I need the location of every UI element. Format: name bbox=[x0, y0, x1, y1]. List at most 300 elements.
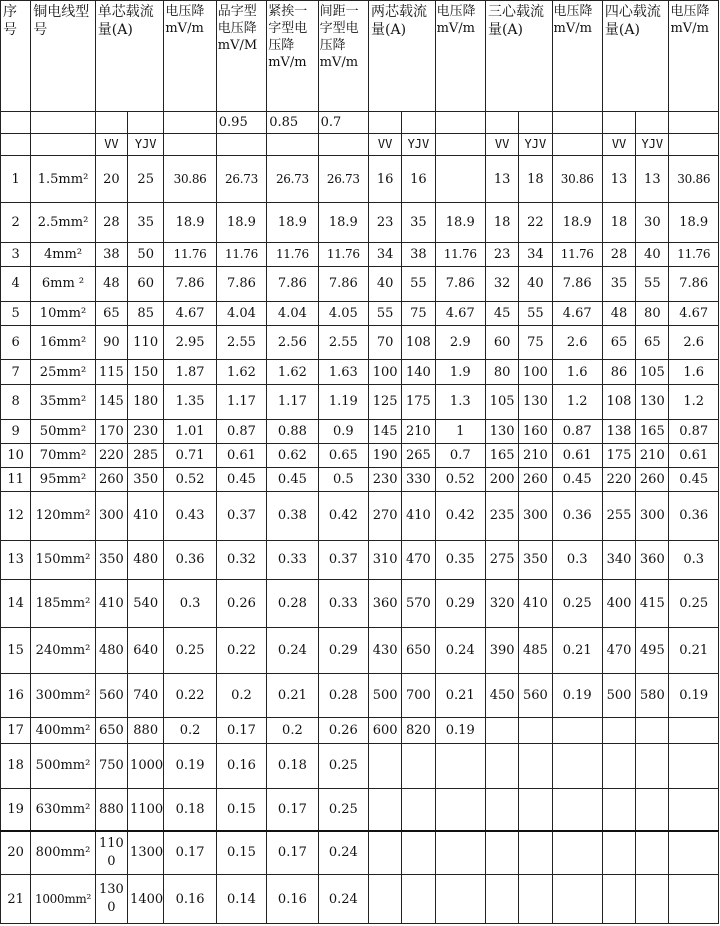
cell-four-core-yjv: 40 bbox=[636, 243, 669, 267]
cell-four-core-vv: 470 bbox=[602, 628, 635, 673]
cell-model: 185mm² bbox=[31, 579, 96, 627]
cell-close-flat-vdrop: 0.21 bbox=[267, 673, 318, 717]
header-seq: 序号 bbox=[1, 1, 31, 112]
table-row bbox=[1, 385, 719, 419]
cell-four-core-vdrop: 11.76 bbox=[669, 243, 719, 267]
cell-three-core-yjv: 18 bbox=[519, 156, 552, 202]
cell-seq: 20 bbox=[1, 831, 31, 875]
cell-pin-vdrop: 1.62 bbox=[216, 360, 266, 385]
cell-seq: 11 bbox=[1, 467, 31, 491]
cell-two-core-vv: 23 bbox=[369, 202, 402, 242]
cell-single-vdrop: 0.3 bbox=[164, 579, 216, 627]
cell-four-core-yjv bbox=[636, 831, 669, 875]
header-four-core-ampacity: 四心载流量(A) bbox=[602, 1, 669, 112]
cell-single-vdrop: 7.86 bbox=[164, 267, 216, 301]
cell-single-yjv: 85 bbox=[128, 301, 164, 325]
cell-seq: 13 bbox=[1, 540, 31, 579]
cell-two-core-vv: 360 bbox=[369, 579, 402, 627]
cell-two-core-vv bbox=[369, 875, 402, 924]
cell-single-vdrop: 0.43 bbox=[164, 492, 216, 540]
cell-four-core-yjv: 210 bbox=[636, 443, 669, 467]
cell-single-vv: 560 bbox=[95, 673, 127, 717]
cell-model: 800mm² bbox=[31, 831, 96, 875]
cell-seq: 3 bbox=[1, 243, 31, 267]
cell-three-core-vv: 320 bbox=[485, 579, 518, 627]
cell-four-core-yjv: 55 bbox=[636, 267, 669, 301]
cell-pin-vdrop: 0.14 bbox=[216, 875, 266, 924]
table-row bbox=[1, 788, 719, 830]
cell-two-core-yjv: 470 bbox=[402, 540, 435, 579]
cell-three-core-vv bbox=[485, 744, 518, 788]
cell-single-vdrop: 0.17 bbox=[164, 831, 216, 875]
cell-two-core-vv: 190 bbox=[369, 443, 402, 467]
cell-single-yjv: 60 bbox=[128, 267, 164, 301]
cell-single-vdrop: 0.19 bbox=[164, 744, 216, 788]
table-row bbox=[1, 325, 719, 359]
cell-single-yjv: 50 bbox=[128, 243, 164, 267]
factor-close-flat: 0.85 bbox=[267, 111, 318, 133]
cell-two-core-yjv: 75 bbox=[402, 301, 435, 325]
cell-single-vv: 1300 bbox=[95, 875, 127, 924]
cell-three-core-yjv: 22 bbox=[519, 202, 552, 242]
cell-four-core-yjv bbox=[636, 788, 669, 830]
cell-four-core-vdrop bbox=[669, 875, 719, 924]
cell-two-core-vdrop: 1.3 bbox=[435, 385, 485, 419]
cell-seq: 12 bbox=[1, 492, 31, 540]
cell-seq: 2 bbox=[1, 202, 31, 242]
cell-two-core-vdrop: 0.19 bbox=[435, 718, 485, 744]
cell-four-core-yjv: 130 bbox=[636, 385, 669, 419]
cell-four-core-yjv: 65 bbox=[636, 325, 669, 359]
table-row bbox=[1, 156, 719, 202]
cell-three-core-yjv: 485 bbox=[519, 628, 552, 673]
cell-pin-vdrop: 18.9 bbox=[216, 202, 266, 242]
cell-two-core-vv: 40 bbox=[369, 267, 402, 301]
cell-model: 240mm² bbox=[31, 628, 96, 673]
cell-four-core-vdrop: 0.36 bbox=[669, 492, 719, 540]
cell-two-core-vdrop bbox=[435, 156, 485, 202]
cell-close-flat-vdrop: 0.16 bbox=[267, 875, 318, 924]
cell-three-core-vv: 32 bbox=[485, 267, 518, 301]
table-row bbox=[1, 202, 719, 242]
cell-three-core-yjv: 260 bbox=[519, 467, 552, 491]
cell-four-core-vv: 175 bbox=[602, 443, 635, 467]
cell-four-core-yjv: 360 bbox=[636, 540, 669, 579]
cell-single-vdrop: 1.87 bbox=[164, 360, 216, 385]
cell-two-core-yjv: 330 bbox=[402, 467, 435, 491]
cell-four-core-vv: 86 bbox=[602, 360, 635, 385]
cell-three-core-yjv: 410 bbox=[519, 579, 552, 627]
cell-pin-vdrop: 0.16 bbox=[216, 744, 266, 788]
cell-three-core-vv: 18 bbox=[485, 202, 518, 242]
cell-two-core-yjv: 570 bbox=[402, 579, 435, 627]
cell-model: 500mm² bbox=[31, 744, 96, 788]
cell-single-vv: 38 bbox=[95, 243, 127, 267]
cell-three-core-vv bbox=[485, 718, 518, 744]
cell-single-vv: 480 bbox=[95, 628, 127, 673]
cell-two-core-yjv: 175 bbox=[402, 385, 435, 419]
table-row bbox=[1, 875, 719, 924]
cell-pin-vdrop: 0.15 bbox=[216, 831, 266, 875]
cell-close-flat-vdrop: 0.28 bbox=[267, 579, 318, 627]
cell-single-yjv: 480 bbox=[128, 540, 164, 579]
cell-two-core-vdrop: 11.76 bbox=[435, 243, 485, 267]
cell-pin-vdrop: 0.32 bbox=[216, 540, 266, 579]
cell-single-vdrop: 0.52 bbox=[164, 467, 216, 491]
cell-spaced-flat-vdrop: 0.26 bbox=[318, 718, 368, 744]
cell-three-core-yjv: 560 bbox=[519, 673, 552, 717]
cell-three-core-yjv: 55 bbox=[519, 301, 552, 325]
cell-spaced-flat-vdrop: 1.63 bbox=[318, 360, 368, 385]
cell-seq: 6 bbox=[1, 325, 31, 359]
cell-spaced-flat-vdrop: 0.33 bbox=[318, 579, 368, 627]
cell-model: 300mm² bbox=[31, 673, 96, 717]
cell-two-core-yjv: 820 bbox=[402, 718, 435, 744]
cell-three-core-vv: 45 bbox=[485, 301, 518, 325]
subheader-yjv: YJV bbox=[402, 134, 435, 156]
cell-single-yjv: 410 bbox=[128, 492, 164, 540]
cell-three-core-vv bbox=[485, 875, 518, 924]
cell-close-flat-vdrop: 7.86 bbox=[267, 267, 318, 301]
header-row bbox=[1, 1, 719, 112]
table-row bbox=[1, 831, 719, 875]
cell-single-vv: 260 bbox=[95, 467, 127, 491]
cell-three-core-vv: 165 bbox=[485, 443, 518, 467]
cell-two-core-vdrop: 7.86 bbox=[435, 267, 485, 301]
cell-three-core-vv: 450 bbox=[485, 673, 518, 717]
cell-model: 120mm² bbox=[31, 492, 96, 540]
cell-four-core-vv: 220 bbox=[602, 467, 635, 491]
cell-two-core-yjv: 38 bbox=[402, 243, 435, 267]
table-row bbox=[1, 744, 719, 788]
cell-single-vdrop: 0.2 bbox=[164, 718, 216, 744]
cell-four-core-vv: 65 bbox=[602, 325, 635, 359]
cell-three-core-vv: 235 bbox=[485, 492, 518, 540]
cell-four-core-yjv: 300 bbox=[636, 492, 669, 540]
cell-single-vdrop: 0.18 bbox=[164, 788, 216, 830]
cell-spaced-flat-vdrop: 0.9 bbox=[318, 419, 368, 443]
cell-spaced-flat-vdrop: 0.29 bbox=[318, 628, 368, 673]
cell-three-core-vdrop bbox=[552, 831, 602, 875]
cell-four-core-vv: 400 bbox=[602, 579, 635, 627]
cell-four-core-vv: 18 bbox=[602, 202, 635, 242]
cell-four-core-vdrop: 0.61 bbox=[669, 443, 719, 467]
cell-two-core-vv bbox=[369, 788, 402, 830]
cell-single-vv: 650 bbox=[95, 718, 127, 744]
factor-pin: 0.95 bbox=[216, 111, 266, 133]
cell-two-core-vv: 270 bbox=[369, 492, 402, 540]
cell-spaced-flat-vdrop: 0.37 bbox=[318, 540, 368, 579]
cell-two-core-vv: 430 bbox=[369, 628, 402, 673]
cell-seq: 19 bbox=[1, 788, 31, 830]
cell-single-yjv: 1100 bbox=[128, 788, 164, 830]
cell-spaced-flat-vdrop: 4.05 bbox=[318, 301, 368, 325]
header-three-core-vdrop: 电压降mV/m bbox=[552, 1, 602, 112]
cell-single-vv: 28 bbox=[95, 202, 127, 242]
cell-four-core-vdrop bbox=[669, 831, 719, 875]
cell-two-core-vv: 310 bbox=[369, 540, 402, 579]
cell-two-core-vv: 55 bbox=[369, 301, 402, 325]
cell-three-core-vv: 390 bbox=[485, 628, 518, 673]
cell-single-vv: 170 bbox=[95, 419, 127, 443]
cell-two-core-vdrop: 2.9 bbox=[435, 325, 485, 359]
cell-model: 1000mm² bbox=[31, 875, 96, 924]
cell-two-core-vdrop: 0.21 bbox=[435, 673, 485, 717]
cell-close-flat-vdrop: 4.04 bbox=[267, 301, 318, 325]
cell-single-vdrop: 1.35 bbox=[164, 385, 216, 419]
cell-single-yjv: 230 bbox=[128, 419, 164, 443]
cell-close-flat-vdrop: 0.17 bbox=[267, 831, 318, 875]
cell-pin-vdrop: 0.2 bbox=[216, 673, 266, 717]
cell-single-yjv: 180 bbox=[128, 385, 164, 419]
cell-three-core-vv: 80 bbox=[485, 360, 518, 385]
cell-model: 400mm² bbox=[31, 718, 96, 744]
table-row bbox=[1, 628, 719, 673]
cell-single-vv: 48 bbox=[95, 267, 127, 301]
cell-pin-vdrop: 0.15 bbox=[216, 788, 266, 830]
cell-three-core-yjv: 75 bbox=[519, 325, 552, 359]
cell-single-vv: 90 bbox=[95, 325, 127, 359]
cell-close-flat-vdrop: 0.38 bbox=[267, 492, 318, 540]
cell-four-core-vdrop: 1.6 bbox=[669, 360, 719, 385]
cell-three-core-yjv bbox=[519, 744, 552, 788]
cell-two-core-vdrop: 0.52 bbox=[435, 467, 485, 491]
cell-three-core-vdrop: 0.45 bbox=[552, 467, 602, 491]
cell-pin-vdrop: 0.26 bbox=[216, 579, 266, 627]
cell-single-vdrop: 4.67 bbox=[164, 301, 216, 325]
cell-four-core-yjv: 165 bbox=[636, 419, 669, 443]
table-row bbox=[1, 243, 719, 267]
cell-single-vdrop: 0.22 bbox=[164, 673, 216, 717]
cell-four-core-yjv bbox=[636, 744, 669, 788]
cell-single-vdrop: 30.86 bbox=[164, 156, 216, 202]
cell-single-vv: 115 bbox=[95, 360, 127, 385]
cell-four-core-yjv: 495 bbox=[636, 628, 669, 673]
cell-four-core-vv bbox=[602, 788, 635, 830]
table-row bbox=[1, 579, 719, 627]
cell-three-core-yjv: 100 bbox=[519, 360, 552, 385]
cell-seq: 15 bbox=[1, 628, 31, 673]
cell-single-vdrop: 0.36 bbox=[164, 540, 216, 579]
cell-two-core-vdrop: 0.24 bbox=[435, 628, 485, 673]
cell-four-core-vv: 500 bbox=[602, 673, 635, 717]
cell-two-core-yjv: 16 bbox=[402, 156, 435, 202]
header-two-core-ampacity: 两芯载流量(A) bbox=[369, 1, 436, 112]
cell-four-core-vdrop: 0.25 bbox=[669, 579, 719, 627]
cell-single-yjv: 285 bbox=[128, 443, 164, 467]
cell-spaced-flat-vdrop: 1.19 bbox=[318, 385, 368, 419]
table-row bbox=[1, 673, 719, 717]
cell-two-core-vdrop: 18.9 bbox=[435, 202, 485, 242]
cell-close-flat-vdrop: 0.62 bbox=[267, 443, 318, 467]
factor-row bbox=[1, 111, 719, 133]
cell-spaced-flat-vdrop: 0.65 bbox=[318, 443, 368, 467]
cell-seq: 17 bbox=[1, 718, 31, 744]
cell-four-core-yjv: 80 bbox=[636, 301, 669, 325]
cell-four-core-vdrop: 0.19 bbox=[669, 673, 719, 717]
cell-four-core-vdrop: 1.2 bbox=[669, 385, 719, 419]
cell-two-core-vv: 600 bbox=[369, 718, 402, 744]
cell-four-core-yjv: 105 bbox=[636, 360, 669, 385]
cell-close-flat-vdrop: 0.33 bbox=[267, 540, 318, 579]
cell-two-core-yjv: 108 bbox=[402, 325, 435, 359]
cell-pin-vdrop: 0.61 bbox=[216, 443, 266, 467]
cell-two-core-vv: 16 bbox=[369, 156, 402, 202]
cell-three-core-yjv bbox=[519, 788, 552, 830]
cell-four-core-vdrop bbox=[669, 788, 719, 830]
cell-four-core-vv: 28 bbox=[602, 243, 635, 267]
cell-two-core-vdrop: 1.9 bbox=[435, 360, 485, 385]
cell-three-core-vdrop: 4.67 bbox=[552, 301, 602, 325]
header-three-core-ampacity: 三心载流量(A) bbox=[485, 1, 552, 112]
cell-three-core-vdrop: 18.9 bbox=[552, 202, 602, 242]
cell-four-core-vv: 35 bbox=[602, 267, 635, 301]
table-row bbox=[1, 540, 719, 579]
cell-seq: 4 bbox=[1, 267, 31, 301]
cell-two-core-vv: 70 bbox=[369, 325, 402, 359]
cell-three-core-yjv: 34 bbox=[519, 243, 552, 267]
header-pin-vdrop: 品字型电压降mV/M bbox=[216, 1, 266, 112]
cell-model: 150mm² bbox=[31, 540, 96, 579]
cell-pin-vdrop: 7.86 bbox=[216, 267, 266, 301]
subheader-row bbox=[1, 134, 719, 156]
subheader-vv: VV bbox=[95, 134, 127, 156]
cell-two-core-yjv: 700 bbox=[402, 673, 435, 717]
cell-model: 35mm² bbox=[31, 385, 96, 419]
cell-four-core-vdrop: 0.3 bbox=[669, 540, 719, 579]
cell-single-vv: 300 bbox=[95, 492, 127, 540]
cell-three-core-yjv: 210 bbox=[519, 443, 552, 467]
header-close-flat-vdrop: 紧挨一字型电压降mV/m bbox=[267, 1, 318, 112]
cell-single-yjv: 35 bbox=[128, 202, 164, 242]
cell-spaced-flat-vdrop: 11.76 bbox=[318, 243, 368, 267]
subheader-yjv: YJV bbox=[636, 134, 669, 156]
cell-two-core-yjv: 35 bbox=[402, 202, 435, 242]
cell-spaced-flat-vdrop: 0.24 bbox=[318, 875, 368, 924]
cell-seq: 21 bbox=[1, 875, 31, 924]
cell-close-flat-vdrop: 2.56 bbox=[267, 325, 318, 359]
cell-pin-vdrop: 26.73 bbox=[216, 156, 266, 202]
cell-single-yjv: 740 bbox=[128, 673, 164, 717]
cell-three-core-vdrop: 2.6 bbox=[552, 325, 602, 359]
cell-two-core-vdrop: 0.42 bbox=[435, 492, 485, 540]
table-row bbox=[1, 419, 719, 443]
subheader-yjv: YJV bbox=[519, 134, 552, 156]
cell-three-core-vdrop: 11.76 bbox=[552, 243, 602, 267]
cell-single-yjv: 880 bbox=[128, 718, 164, 744]
cell-close-flat-vdrop: 0.45 bbox=[267, 467, 318, 491]
cell-two-core-vdrop: 4.67 bbox=[435, 301, 485, 325]
cell-pin-vdrop: 4.04 bbox=[216, 301, 266, 325]
cell-two-core-vv: 500 bbox=[369, 673, 402, 717]
cell-three-core-vv: 275 bbox=[485, 540, 518, 579]
cell-single-vv: 145 bbox=[95, 385, 127, 419]
cell-two-core-yjv bbox=[402, 744, 435, 788]
cell-four-core-vv: 108 bbox=[602, 385, 635, 419]
cell-three-core-vdrop: 0.21 bbox=[552, 628, 602, 673]
cell-single-vdrop: 11.76 bbox=[164, 243, 216, 267]
table-row bbox=[1, 267, 719, 301]
cell-three-core-yjv bbox=[519, 831, 552, 875]
cell-four-core-yjv: 415 bbox=[636, 579, 669, 627]
cell-four-core-vdrop bbox=[669, 744, 719, 788]
cell-four-core-vv: 13 bbox=[602, 156, 635, 202]
cell-three-core-vdrop: 0.36 bbox=[552, 492, 602, 540]
cell-three-core-vdrop bbox=[552, 744, 602, 788]
cell-three-core-vdrop: 1.6 bbox=[552, 360, 602, 385]
cell-two-core-vdrop bbox=[435, 875, 485, 924]
cell-two-core-vdrop: 0.35 bbox=[435, 540, 485, 579]
cell-single-vv: 750 bbox=[95, 744, 127, 788]
cell-four-core-vdrop: 0.45 bbox=[669, 467, 719, 491]
cell-four-core-yjv bbox=[636, 875, 669, 924]
cell-four-core-vdrop: 2.6 bbox=[669, 325, 719, 359]
cell-model: 4mm² bbox=[31, 243, 96, 267]
cell-two-core-vdrop bbox=[435, 831, 485, 875]
cell-close-flat-vdrop: 0.88 bbox=[267, 419, 318, 443]
cell-model: 50mm² bbox=[31, 419, 96, 443]
cell-single-vdrop: 18.9 bbox=[164, 202, 216, 242]
cell-single-yjv: 540 bbox=[128, 579, 164, 627]
cell-close-flat-vdrop: 1.62 bbox=[267, 360, 318, 385]
cell-single-vdrop: 2.95 bbox=[164, 325, 216, 359]
cell-two-core-vv: 100 bbox=[369, 360, 402, 385]
cell-four-core-vv: 255 bbox=[602, 492, 635, 540]
cell-two-core-vdrop: 0.7 bbox=[435, 443, 485, 467]
cell-single-vv: 410 bbox=[95, 579, 127, 627]
cell-spaced-flat-vdrop: 2.55 bbox=[318, 325, 368, 359]
cell-single-yjv: 1400 bbox=[128, 875, 164, 924]
cell-four-core-vdrop: 7.86 bbox=[669, 267, 719, 301]
header-model: 铜电线型号 bbox=[31, 1, 96, 112]
subheader-vv: VV bbox=[602, 134, 635, 156]
cell-model: 16mm² bbox=[31, 325, 96, 359]
cell-three-core-vv: 13 bbox=[485, 156, 518, 202]
cell-close-flat-vdrop: 26.73 bbox=[267, 156, 318, 202]
cell-single-yjv: 1300 bbox=[128, 831, 164, 875]
header-spaced-flat-vdrop: 间距一字型电压降mV/m bbox=[318, 1, 368, 112]
cell-three-core-vdrop: 7.86 bbox=[552, 267, 602, 301]
table-row bbox=[1, 492, 719, 540]
cell-spaced-flat-vdrop: 7.86 bbox=[318, 267, 368, 301]
table-row bbox=[1, 718, 719, 744]
cell-two-core-yjv: 265 bbox=[402, 443, 435, 467]
cell-pin-vdrop: 0.22 bbox=[216, 628, 266, 673]
cell-pin-vdrop: 0.17 bbox=[216, 718, 266, 744]
cell-two-core-vdrop: 1 bbox=[435, 419, 485, 443]
cell-single-vdrop: 0.16 bbox=[164, 875, 216, 924]
cell-three-core-yjv bbox=[519, 718, 552, 744]
cell-spaced-flat-vdrop: 18.9 bbox=[318, 202, 368, 242]
cell-three-core-vv bbox=[485, 831, 518, 875]
subheader-yjv: YJV bbox=[128, 134, 164, 156]
cell-model: 6mm ² bbox=[31, 267, 96, 301]
cell-model: 10mm² bbox=[31, 301, 96, 325]
cell-three-core-vdrop bbox=[552, 718, 602, 744]
table-row bbox=[1, 360, 719, 385]
cell-four-core-yjv: 30 bbox=[636, 202, 669, 242]
cell-two-core-yjv: 410 bbox=[402, 492, 435, 540]
cell-pin-vdrop: 11.76 bbox=[216, 243, 266, 267]
factor-spaced-flat: 0.7 bbox=[318, 111, 368, 133]
cell-seq: 5 bbox=[1, 301, 31, 325]
cell-four-core-yjv bbox=[636, 718, 669, 744]
cell-three-core-vdrop: 1.2 bbox=[552, 385, 602, 419]
cell-three-core-vv: 60 bbox=[485, 325, 518, 359]
cell-three-core-yjv: 300 bbox=[519, 492, 552, 540]
cell-three-core-vdrop bbox=[552, 788, 602, 830]
cell-two-core-vv: 145 bbox=[369, 419, 402, 443]
